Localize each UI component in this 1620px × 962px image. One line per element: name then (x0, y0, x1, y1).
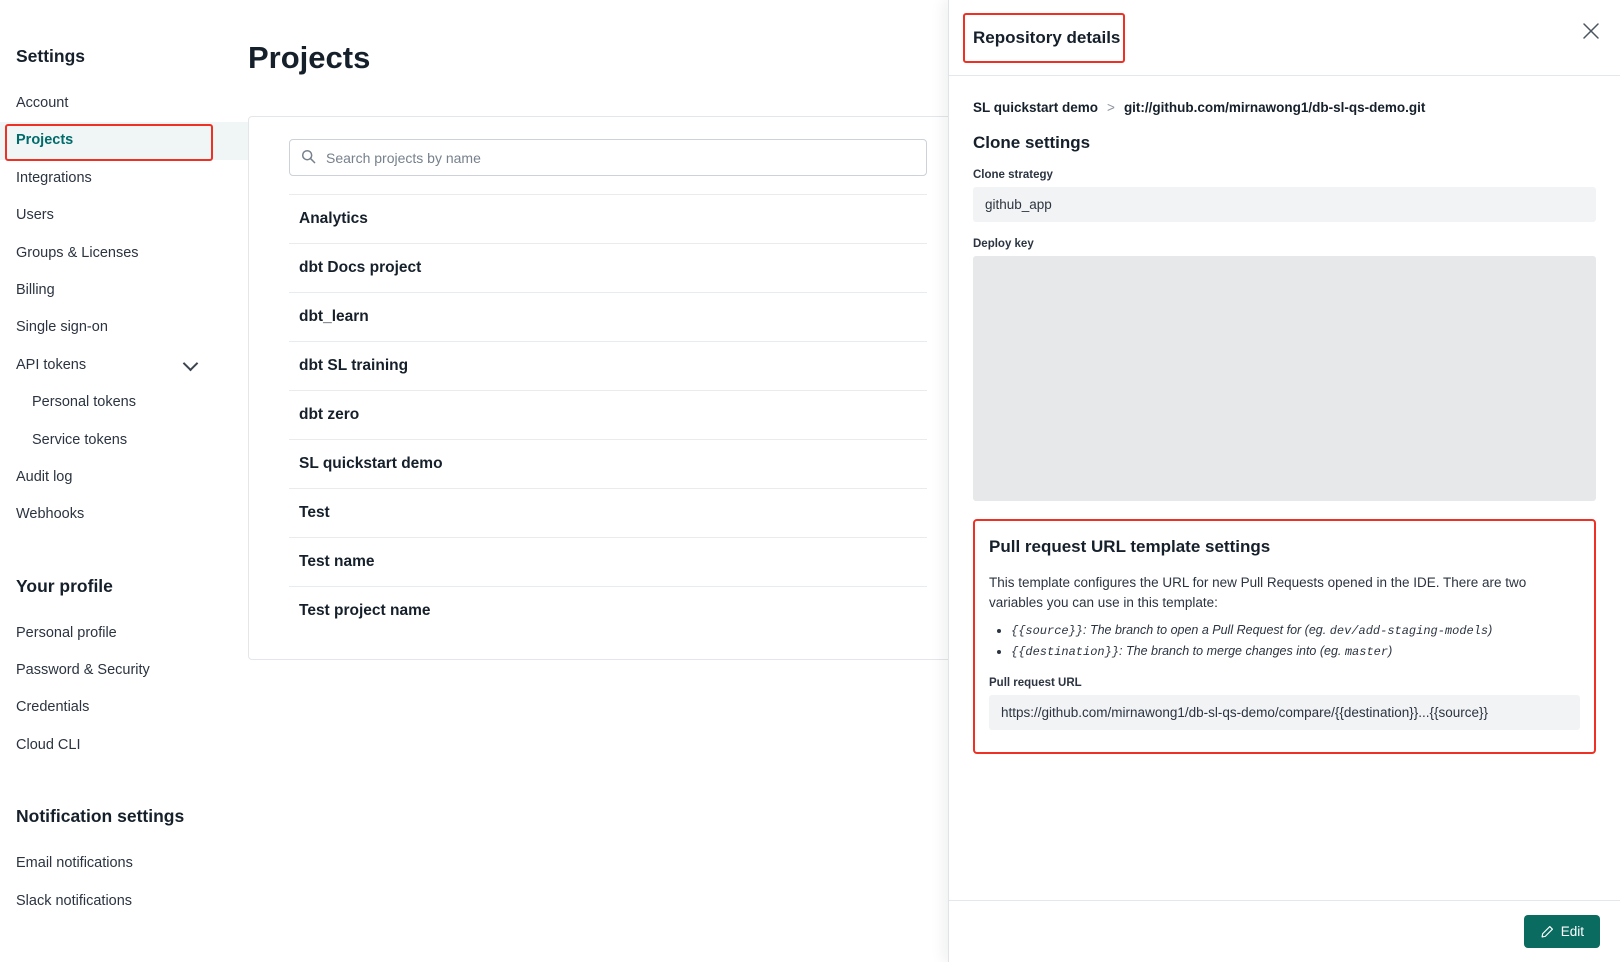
sidebar-heading-notification-settings: Notification settings (16, 806, 185, 827)
list-item[interactable]: dbt SL training (289, 341, 927, 390)
settings-sidebar (0, 0, 248, 962)
list-item[interactable]: Analytics (289, 194, 927, 243)
variable-destination-tail: ) (1388, 644, 1393, 659)
chevron-down-icon (183, 356, 199, 372)
clone-settings-heading: Clone settings (973, 133, 1091, 152)
breadcrumb-repo[interactable]: git://github.com/mirnawong1/db-sl-qs-demo.git (1123, 100, 1426, 115)
breadcrumb (973, 100, 1596, 115)
pull-request-url-label: Pull request URL (989, 676, 1082, 689)
sidebar-item-email-notifications[interactable]: Email notifications (16, 855, 133, 872)
variable-source-name: {{source}} (1011, 624, 1084, 639)
pull-request-url-value: https://github.com/mirnawong1/db-sl-qs-demo/compare/{{destination}}...{{source}} (989, 695, 1580, 730)
sidebar-item-label: API tokens (16, 356, 87, 373)
clone-strategy-value: github_app (973, 187, 1596, 222)
sidebar-item-projects[interactable]: Projects (0, 122, 248, 159)
projects-panel (248, 116, 968, 660)
sidebar-item-webhooks[interactable]: Webhooks (16, 506, 85, 523)
variable-destination-desc: : The branch to merge changes into (eg. (1119, 644, 1345, 659)
sidebar-item-integrations[interactable]: Integrations (16, 169, 92, 186)
variable-source-tail: ) (1488, 623, 1493, 638)
drawer-title: Repository details (973, 27, 1121, 47)
sidebar-item-billing[interactable]: Billing (16, 281, 55, 298)
deploy-key-label: Deploy key (973, 238, 1034, 250)
sidebar-item-account[interactable]: Account (16, 95, 69, 111)
list-item[interactable]: Test project name (289, 586, 927, 635)
pull-request-description: This template configures the URL for new Pull Requests opened in the IDE. There are two variables you can use in this template: (989, 575, 1527, 610)
sidebar-item-cloud-cli[interactable]: Cloud CLI (16, 736, 81, 753)
search-input[interactable] (289, 139, 927, 176)
sidebar-item-service-tokens[interactable]: Service tokens (32, 431, 128, 448)
sidebar-item-personal-tokens[interactable]: Personal tokens (32, 394, 136, 411)
edit-button-label: Edit (1560, 924, 1584, 939)
deploy-key-value (973, 256, 1596, 501)
sidebar-item-audit-log[interactable]: Audit log (16, 468, 73, 485)
variable-source-desc: : The branch to open a Pull Request for (eg. (1083, 623, 1330, 638)
sidebar-item-groups-licenses[interactable]: Groups & Licenses (16, 244, 139, 261)
sidebar-item-credentials[interactable]: Credentials (16, 699, 90, 716)
search-wrapper (289, 139, 927, 176)
variable-source-example: dev/add-staging-models (1329, 624, 1489, 639)
sidebar-heading-settings: Settings (16, 46, 86, 66)
list-item[interactable]: dbt zero (289, 390, 927, 439)
sidebar-item-users[interactable]: Users (16, 207, 54, 224)
drawer-header (949, 0, 1620, 76)
list-item (1011, 641, 1580, 662)
list-item[interactable]: SL quickstart demo (289, 439, 927, 488)
search-icon (301, 149, 316, 164)
list-item (1011, 620, 1580, 641)
sidebar-item-slack-notifications[interactable]: Slack notifications (16, 892, 133, 909)
variable-destination-example: master (1344, 645, 1389, 660)
breadcrumb-separator: > (1107, 100, 1115, 115)
list-item[interactable]: Test (289, 488, 927, 537)
list-item[interactable]: dbt Docs project (289, 243, 927, 292)
sidebar-heading-your-profile: Your profile (16, 575, 113, 596)
edit-button[interactable] (1524, 915, 1600, 948)
repository-details-drawer (948, 0, 1620, 962)
sidebar-item-personal-profile[interactable]: Personal profile (16, 624, 117, 641)
drawer-footer (949, 900, 1620, 962)
pull-request-heading: Pull request URL template settings (989, 537, 1271, 556)
close-icon[interactable] (1582, 22, 1600, 40)
drawer-body (949, 76, 1620, 900)
pull-request-variable-list (989, 620, 1580, 662)
sidebar-item-password-security[interactable]: Password & Security (16, 662, 150, 679)
page-title: Projects (248, 40, 371, 75)
sidebar-item-single-sign-on[interactable]: Single sign-on (16, 319, 108, 336)
list-item[interactable]: dbt_learn (289, 292, 927, 341)
breadcrumb-project[interactable]: SL quickstart demo (973, 100, 1099, 115)
clone-strategy-label: Clone strategy (973, 169, 1053, 181)
pull-request-template-card (973, 519, 1596, 754)
list-item[interactable]: Test name (289, 537, 927, 586)
variable-destination-name: {{destination}} (1011, 645, 1120, 660)
pencil-icon (1540, 925, 1554, 939)
sidebar-item-api-tokens[interactable] (0, 347, 248, 384)
